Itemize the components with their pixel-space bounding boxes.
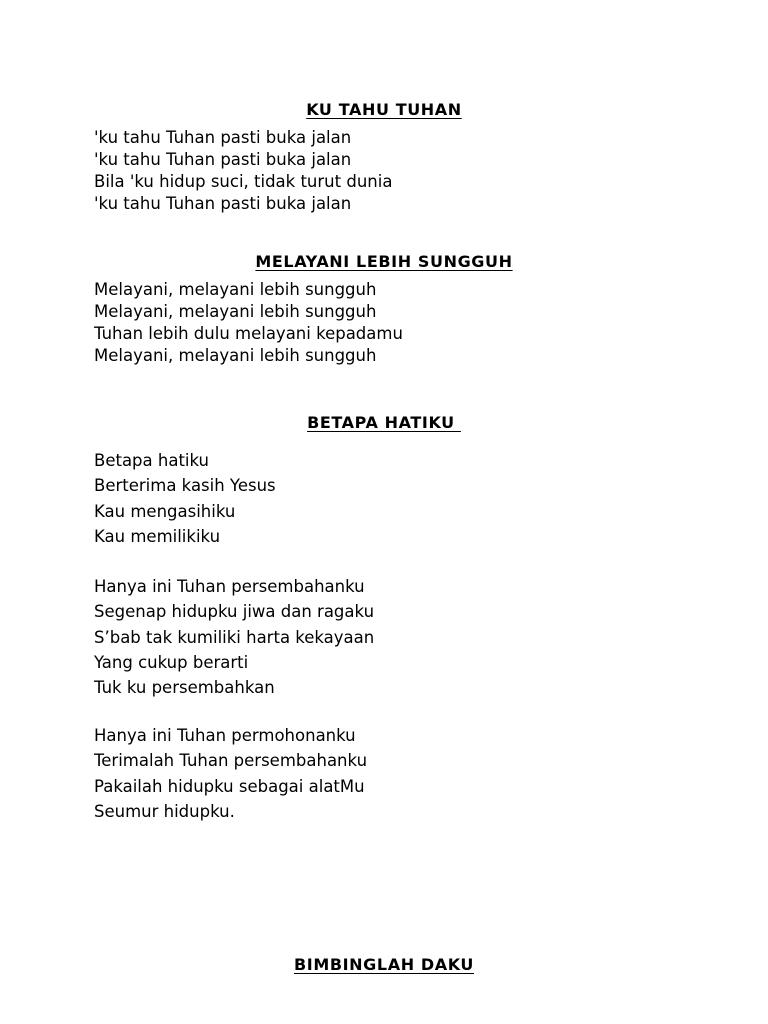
song-lyrics-melayani-lebih-sungguh [94,279,403,367]
lyric-line: Terimalah Tuhan persembahanku [94,751,368,771]
lyric-line: Tuk ku persembahkan [94,678,275,698]
lyric-line: Bila 'ku hidup suci, tidak turut dunia [94,172,393,191]
lyric-line: S’bab tak kumiliki harta kekayaan [94,627,375,647]
stanza-1 [94,448,276,549]
lyric-line: Hanya ini Tuhan permohonanku [94,726,356,745]
song-title-bimbinglah-daku: BIMBINGLAH DAKU [293,955,475,974]
lyric-line: Seumur hidupku. [94,801,235,821]
lyric-line: Kau mengasihiku [94,501,236,521]
lyric-line: Melayani, melayani lebih sungguh [94,346,377,365]
lyric-line: Kau memilikiku [94,526,221,546]
lyric-line: Tuhan lebih dulu melayani kepadamu [94,324,403,343]
lyric-line: Melayani, melayani lebih sungguh [94,302,377,321]
song-title-ku-tahu-tuhan: KU TAHU TUHAN [306,100,462,119]
stanza-3 [94,723,367,824]
lyric-line: 'ku tahu Tuhan pasti buka jalan [94,150,352,169]
song-title-betapa-hatiku: BETAPA HATIKU [307,413,461,432]
lyric-line: Yang cukup berarti [94,652,249,672]
lyric-line: 'ku tahu Tuhan pasti buka jalan [94,128,352,147]
lyric-line: Segenap hidupku jiwa dan ragaku [94,602,375,622]
song-title-melayani-lebih-sungguh: MELAYANI LEBIH SUNGGUH [255,252,513,271]
lyric-line: Betapa hatiku [94,451,210,470]
lyric-line: Melayani, melayani lebih sungguh [94,280,377,299]
lyric-line: Hanya ini Tuhan persembahanku [94,577,365,596]
lyric-line: 'ku tahu Tuhan pasti buka jalan [94,194,352,213]
lyric-line: Pakailah hidupku sebagai alatMu [94,776,365,796]
lyric-line: Berterima kasih Yesus [94,476,276,496]
song-lyrics-ku-tahu-tuhan [94,127,392,215]
stanza-2 [94,574,374,700]
